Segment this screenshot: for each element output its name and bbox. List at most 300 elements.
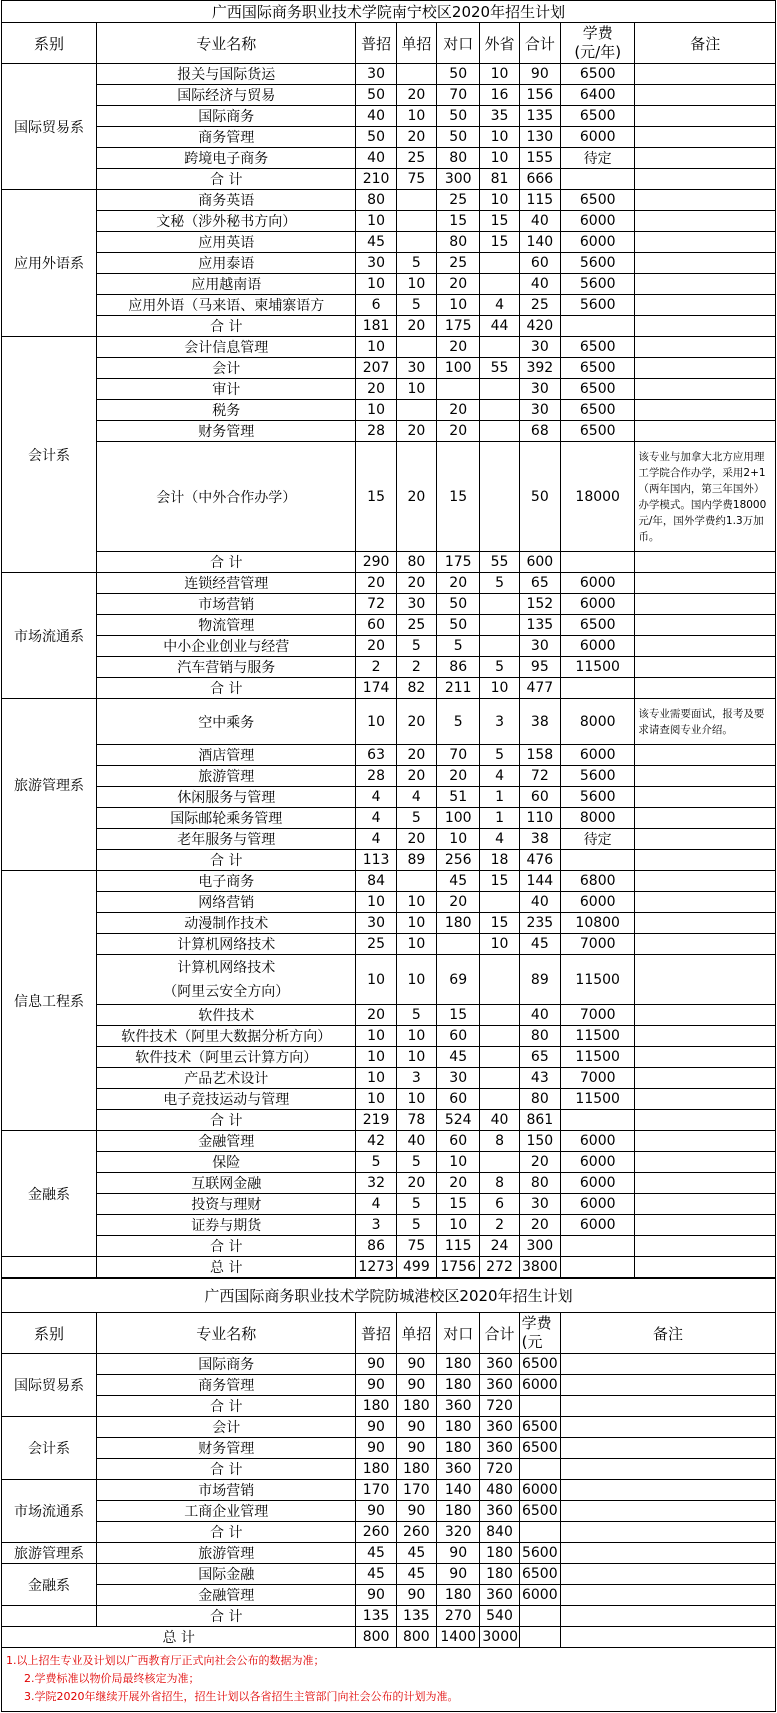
table-cell: 6000 [561, 1215, 635, 1236]
table-cell: 3 [480, 699, 519, 745]
table-cell: 63 [356, 745, 396, 766]
table-cell: 45 [396, 1543, 436, 1564]
table-cell: 5 [396, 1215, 436, 1236]
table-cell: 20 [356, 379, 396, 400]
table-cell: 180 [356, 1459, 396, 1480]
table-cell: 260 [396, 1522, 436, 1543]
major-name: 应用英语 [97, 232, 356, 253]
column-header [561, 23, 635, 64]
remark-cell [635, 421, 776, 442]
remark-cell [560, 1396, 775, 1417]
table-row [2, 678, 776, 699]
table-cell: 18 [480, 850, 519, 871]
table-cell: 20 [437, 892, 480, 913]
table-cell: 5 [396, 1194, 436, 1215]
table-row [2, 127, 776, 148]
column-header: 对口 [437, 23, 480, 64]
department-name: 金融系 [2, 1564, 97, 1606]
major-name: 互联网金融 [97, 1173, 356, 1194]
remark-cell [635, 787, 776, 808]
table-cell: 6000 [561, 1173, 635, 1194]
remark-cell [635, 934, 776, 955]
table-cell: 135 [356, 1606, 396, 1627]
remark-cell [635, 85, 776, 106]
table-cell: 170 [396, 1480, 436, 1501]
table-cell: 5 [356, 1152, 396, 1173]
remark-cell [635, 169, 776, 190]
table-cell: 6 [356, 295, 396, 316]
table-cell: 180 [437, 1417, 480, 1438]
table-row [2, 64, 776, 85]
table-cell: 3000 [480, 1627, 519, 1648]
major-name-line: （阿里云安全方向） [163, 983, 290, 1000]
table-cell: 75 [396, 169, 436, 190]
table-cell: 90 [437, 1543, 480, 1564]
table-cell: 20 [437, 766, 480, 787]
table-cell: 5 [437, 636, 480, 657]
table-cell: 11500 [561, 657, 635, 678]
table-cell: 5 [480, 745, 519, 766]
table-cell: 20 [356, 1005, 396, 1026]
table-cell [480, 1068, 519, 1089]
table-cell: 6500 [561, 106, 635, 127]
major-name: 电子竞技运动与管理 [97, 1089, 356, 1110]
table-cell: 3 [396, 1068, 436, 1089]
table-row [2, 1606, 776, 1627]
table-cell [519, 1606, 560, 1627]
table-cell: 15 [356, 442, 396, 552]
remark-cell [560, 1417, 775, 1438]
table-cell: 6000 [561, 1194, 635, 1215]
remark-cell [635, 678, 776, 699]
table-cell: 11500 [561, 955, 635, 1005]
table-row [2, 1459, 776, 1480]
table-cell: 68 [519, 421, 560, 442]
table-cell: 30 [519, 636, 560, 657]
table-cell: 6000 [561, 211, 635, 232]
table-cell: 50 [356, 127, 396, 148]
table-cell: 30 [437, 1068, 480, 1089]
table-cell: 8 [480, 1173, 519, 1194]
table-cell: 10 [480, 934, 519, 955]
table-row [2, 1005, 776, 1026]
table-cell: 5600 [561, 274, 635, 295]
major-name: 合 计 [97, 316, 356, 337]
table-cell: 50 [356, 85, 396, 106]
table-cell [480, 1005, 519, 1026]
department-name: 国际贸易系 [2, 64, 97, 190]
table-cell: 89 [519, 955, 560, 1005]
table-row [2, 1173, 776, 1194]
grand-total-label: 总 计 [97, 1257, 356, 1278]
remark-cell [635, 358, 776, 379]
table-cell: 7000 [561, 1005, 635, 1026]
table-cell: 10 [396, 379, 436, 400]
major-name: 计算机网络技术 [97, 934, 356, 955]
remark-cell [560, 1606, 775, 1627]
remark-cell [635, 232, 776, 253]
table-cell: 90 [356, 1354, 396, 1375]
department-name: 旅游管理系 [2, 1543, 97, 1564]
footnotes [1, 1648, 776, 1712]
table-cell: 10 [356, 1026, 396, 1047]
table-cell: 180 [480, 1543, 519, 1564]
table-cell: 20 [519, 1215, 560, 1236]
table-row [2, 337, 776, 358]
remark-cell [635, 316, 776, 337]
table-cell: 40 [396, 1131, 436, 1152]
table-cell: 80 [396, 552, 436, 573]
table-cell: 180 [437, 913, 480, 934]
table-cell: 10 [356, 400, 396, 421]
table-row [2, 552, 776, 573]
table-cell: 180 [437, 1585, 480, 1606]
table-row [2, 615, 776, 636]
table-cell: 70 [437, 85, 480, 106]
table-cell: 20 [437, 1173, 480, 1194]
remark-cell [635, 1152, 776, 1173]
remark-cell [560, 1501, 775, 1522]
table-cell: 90 [396, 1501, 436, 1522]
table-cell: 256 [437, 850, 480, 871]
table-cell: 10 [396, 955, 436, 1005]
table-cell: 20 [519, 1152, 560, 1173]
table-cell: 10 [396, 1026, 436, 1047]
table-cell: 24 [480, 1236, 519, 1257]
table-cell: 180 [356, 1396, 396, 1417]
table-cell: 5600 [561, 295, 635, 316]
major-name: 市场营销 [97, 1480, 356, 1501]
table-cell: 50 [437, 106, 480, 127]
table-cell: 69 [437, 955, 480, 1005]
table-cell [480, 274, 519, 295]
table-cell: 60 [519, 787, 560, 808]
remark-cell [635, 745, 776, 766]
remark-cell [635, 1026, 776, 1047]
major-name: 跨境电子商务 [97, 148, 356, 169]
table-cell: 666 [519, 169, 560, 190]
department-name: 会计系 [2, 337, 97, 573]
table-cell: 4 [356, 808, 396, 829]
table-cell: 80 [519, 1089, 560, 1110]
table-cell: 360 [480, 1585, 519, 1606]
table-row [2, 657, 776, 678]
table-cell: 10 [480, 127, 519, 148]
remark-cell [560, 1438, 775, 1459]
table-cell: 2 [396, 657, 436, 678]
table-cell [2, 1257, 97, 1278]
table-cell: 51 [437, 787, 480, 808]
table-cell: 8 [480, 1131, 519, 1152]
table-cell: 45 [356, 1543, 396, 1564]
table-cell: 10 [356, 699, 396, 745]
table-row [2, 1089, 776, 1110]
table-cell: 6500 [519, 1354, 560, 1375]
remark-cell [635, 913, 776, 934]
table-cell: 10 [356, 337, 396, 358]
table-cell: 272 [480, 1257, 519, 1278]
table-cell: 60 [356, 615, 396, 636]
table-cell: 180 [396, 1459, 436, 1480]
table-row [2, 23, 776, 64]
table-cell: 90 [356, 1501, 396, 1522]
table-cell [480, 379, 519, 400]
remark-cell [635, 274, 776, 295]
table-cell [480, 1152, 519, 1173]
table-cell: 476 [519, 850, 560, 871]
table-cell: 135 [396, 1606, 436, 1627]
table-cell: 861 [519, 1110, 560, 1131]
table-cell: 78 [396, 1110, 436, 1131]
remark-cell [560, 1459, 775, 1480]
table-cell: 6500 [561, 615, 635, 636]
major-name: 国际金融 [97, 1564, 356, 1585]
table-cell: 499 [396, 1257, 436, 1278]
table-row [2, 274, 776, 295]
major-name: 空中乘务 [97, 699, 356, 745]
table-cell: 40 [480, 1110, 519, 1131]
table-cell: 10 [480, 148, 519, 169]
table-row [2, 766, 776, 787]
table-row [2, 1375, 776, 1396]
table-cell: 40 [356, 148, 396, 169]
table-cell: 25 [437, 190, 480, 211]
subtotal-label: 合 计 [97, 1396, 356, 1417]
department-name: 信息工程系 [2, 871, 97, 1131]
table-cell: 477 [519, 678, 560, 699]
table-cell: 60 [437, 1131, 480, 1152]
department-name: 金融系 [2, 1131, 97, 1257]
table-cell: 3800 [519, 1257, 560, 1278]
table-cell: 175 [437, 552, 480, 573]
table-cell: 38 [519, 829, 560, 850]
table-cell: 113 [356, 850, 396, 871]
table-row [2, 1564, 776, 1585]
table-cell: 10 [396, 934, 436, 955]
table-cell: 11500 [561, 1047, 635, 1068]
table-cell: 待定 [561, 148, 635, 169]
table-row [2, 1501, 776, 1522]
table-cell: 6500 [519, 1438, 560, 1459]
table-cell: 7000 [561, 1068, 635, 1089]
table-cell: 207 [356, 358, 396, 379]
table-cell: 156 [519, 85, 560, 106]
table-cell: 720 [480, 1459, 519, 1480]
table-cell: 50 [437, 615, 480, 636]
table-cell: 6000 [561, 594, 635, 615]
table-row [2, 871, 776, 892]
table-cell: 6400 [561, 85, 635, 106]
department-name: 国际贸易系 [2, 1354, 97, 1417]
major-name: 商务管理 [97, 127, 356, 148]
column-header: 单招 [396, 23, 436, 64]
table-cell [480, 1089, 519, 1110]
table-cell [396, 64, 436, 85]
table-row [2, 1152, 776, 1173]
table-row [2, 934, 776, 955]
table-cell: 20 [396, 85, 436, 106]
remark-cell [635, 295, 776, 316]
table-cell: 10 [437, 829, 480, 850]
remark-cell [560, 1522, 775, 1543]
table-cell: 5600 [561, 253, 635, 274]
table-cell: 80 [519, 1026, 560, 1047]
table-cell: 100 [437, 358, 480, 379]
major-name: 汽车营销与服务 [97, 657, 356, 678]
table-cell: 90 [396, 1417, 436, 1438]
table-row [2, 421, 776, 442]
remark-cell [635, 1215, 776, 1236]
grand-total-label: 总 计 [2, 1627, 356, 1648]
table-cell: 6000 [561, 745, 635, 766]
table-cell: 25 [356, 934, 396, 955]
table-row [2, 442, 776, 552]
table-cell: 10 [356, 1089, 396, 1110]
table-cell: 72 [519, 766, 560, 787]
major-name: 税务 [97, 400, 356, 421]
major-name: 应用外语（马来语、柬埔寨语方 [97, 295, 356, 316]
table-cell: 260 [356, 1522, 396, 1543]
column-header: 系别 [2, 1313, 97, 1354]
table-cell: 30 [356, 64, 396, 85]
major-name: 旅游管理 [97, 766, 356, 787]
table-cell: 360 [480, 1438, 519, 1459]
remark-cell [635, 190, 776, 211]
table-cell: 15 [480, 871, 519, 892]
major-name: 合 计 [97, 850, 356, 871]
major-name: 工商企业管理 [97, 1501, 356, 1522]
table-cell: 90 [396, 1354, 436, 1375]
table-cell: 20 [396, 745, 436, 766]
table-cell: 15 [480, 211, 519, 232]
table-cell: 50 [437, 594, 480, 615]
column-header: 专业名称 [97, 1313, 356, 1354]
major-name: 投资与理财 [97, 1194, 356, 1215]
remark-cell [560, 1564, 775, 1585]
table-cell: 30 [356, 913, 396, 934]
major-name: 国际商务 [97, 106, 356, 127]
table-cell: 1 [480, 787, 519, 808]
table-cell: 30 [519, 337, 560, 358]
table-cell: 180 [480, 1564, 519, 1585]
table-cell: 20 [437, 573, 480, 594]
table-cell: 20 [356, 573, 396, 594]
table-cell: 70 [437, 745, 480, 766]
table-cell: 219 [356, 1110, 396, 1131]
column-header: 对口 [437, 1313, 480, 1354]
table-cell: 174 [356, 678, 396, 699]
table-cell: 5 [396, 636, 436, 657]
table-row [2, 1110, 776, 1131]
table-cell: 180 [437, 1375, 480, 1396]
table-cell: 10 [356, 1047, 396, 1068]
table-cell [561, 1236, 635, 1257]
table-row [2, 1480, 776, 1501]
table-row [2, 1026, 776, 1047]
table-cell: 211 [437, 678, 480, 699]
table-cell: 20 [396, 699, 436, 745]
table-cell: 10 [356, 211, 396, 232]
table-cell: 80 [437, 148, 480, 169]
table-cell: 20 [437, 274, 480, 295]
table-cell: 80 [519, 1173, 560, 1194]
major-name: 金融管理 [97, 1585, 356, 1606]
remark-cell [635, 552, 776, 573]
table-cell: 115 [519, 190, 560, 211]
table-cell: 90 [437, 1564, 480, 1585]
table-cell: 28 [356, 766, 396, 787]
remark-cell [635, 337, 776, 358]
table-cell: 95 [519, 657, 560, 678]
major-name: 商务管理 [97, 1375, 356, 1396]
table-row [2, 1313, 776, 1354]
remark-cell [560, 1480, 775, 1501]
table-row [2, 573, 776, 594]
table-cell: 270 [437, 1606, 480, 1627]
table-cell [561, 850, 635, 871]
major-name: 商务英语 [97, 190, 356, 211]
major-name: 财务管理 [97, 421, 356, 442]
table-cell: 5 [480, 657, 519, 678]
table-cell: 6500 [561, 190, 635, 211]
table-cell: 15 [480, 232, 519, 253]
table-cell: 4 [480, 295, 519, 316]
table-cell: 6000 [519, 1375, 560, 1396]
table-cell: 50 [437, 64, 480, 85]
table-row [2, 1543, 776, 1564]
table-cell: 45 [519, 934, 560, 955]
table-cell: 180 [437, 1501, 480, 1522]
table-cell: 130 [519, 127, 560, 148]
table-row [2, 892, 776, 913]
table-cell: 6000 [561, 232, 635, 253]
major-name: 合 计 [97, 1110, 356, 1131]
table-cell: 44 [480, 316, 519, 337]
table-cell: 5 [396, 253, 436, 274]
table-cell: 140 [519, 232, 560, 253]
table-row [2, 1236, 776, 1257]
remark-cell [560, 1585, 775, 1606]
table-cell: 30 [519, 379, 560, 400]
table-cell: 90 [519, 64, 560, 85]
subtotal-label: 合 计 [97, 1522, 356, 1543]
table-cell: 60 [437, 1089, 480, 1110]
table-cell: 6500 [519, 1564, 560, 1585]
major-name: 软件技术 [97, 1005, 356, 1026]
table-cell: 10 [396, 1047, 436, 1068]
table-cell [396, 190, 436, 211]
table-cell: 50 [519, 442, 560, 552]
remark-cell [635, 253, 776, 274]
table-cell: 210 [356, 169, 396, 190]
table-cell [396, 232, 436, 253]
table-cell: 25 [396, 615, 436, 636]
table-row [2, 85, 776, 106]
remark-cell [635, 594, 776, 615]
table-cell: 15 [437, 1194, 480, 1215]
table-cell: 2 [480, 1215, 519, 1236]
table-cell: 4 [480, 829, 519, 850]
column-header: 备注 [635, 23, 776, 64]
table-cell: 6500 [561, 64, 635, 85]
table-cell: 6500 [561, 358, 635, 379]
remark-cell [560, 1354, 775, 1375]
table-cell: 11500 [561, 1089, 635, 1110]
table-cell: 140 [437, 1480, 480, 1501]
table-cell: 100 [437, 808, 480, 829]
table-cell: 20 [396, 1173, 436, 1194]
table-cell: 81 [480, 169, 519, 190]
